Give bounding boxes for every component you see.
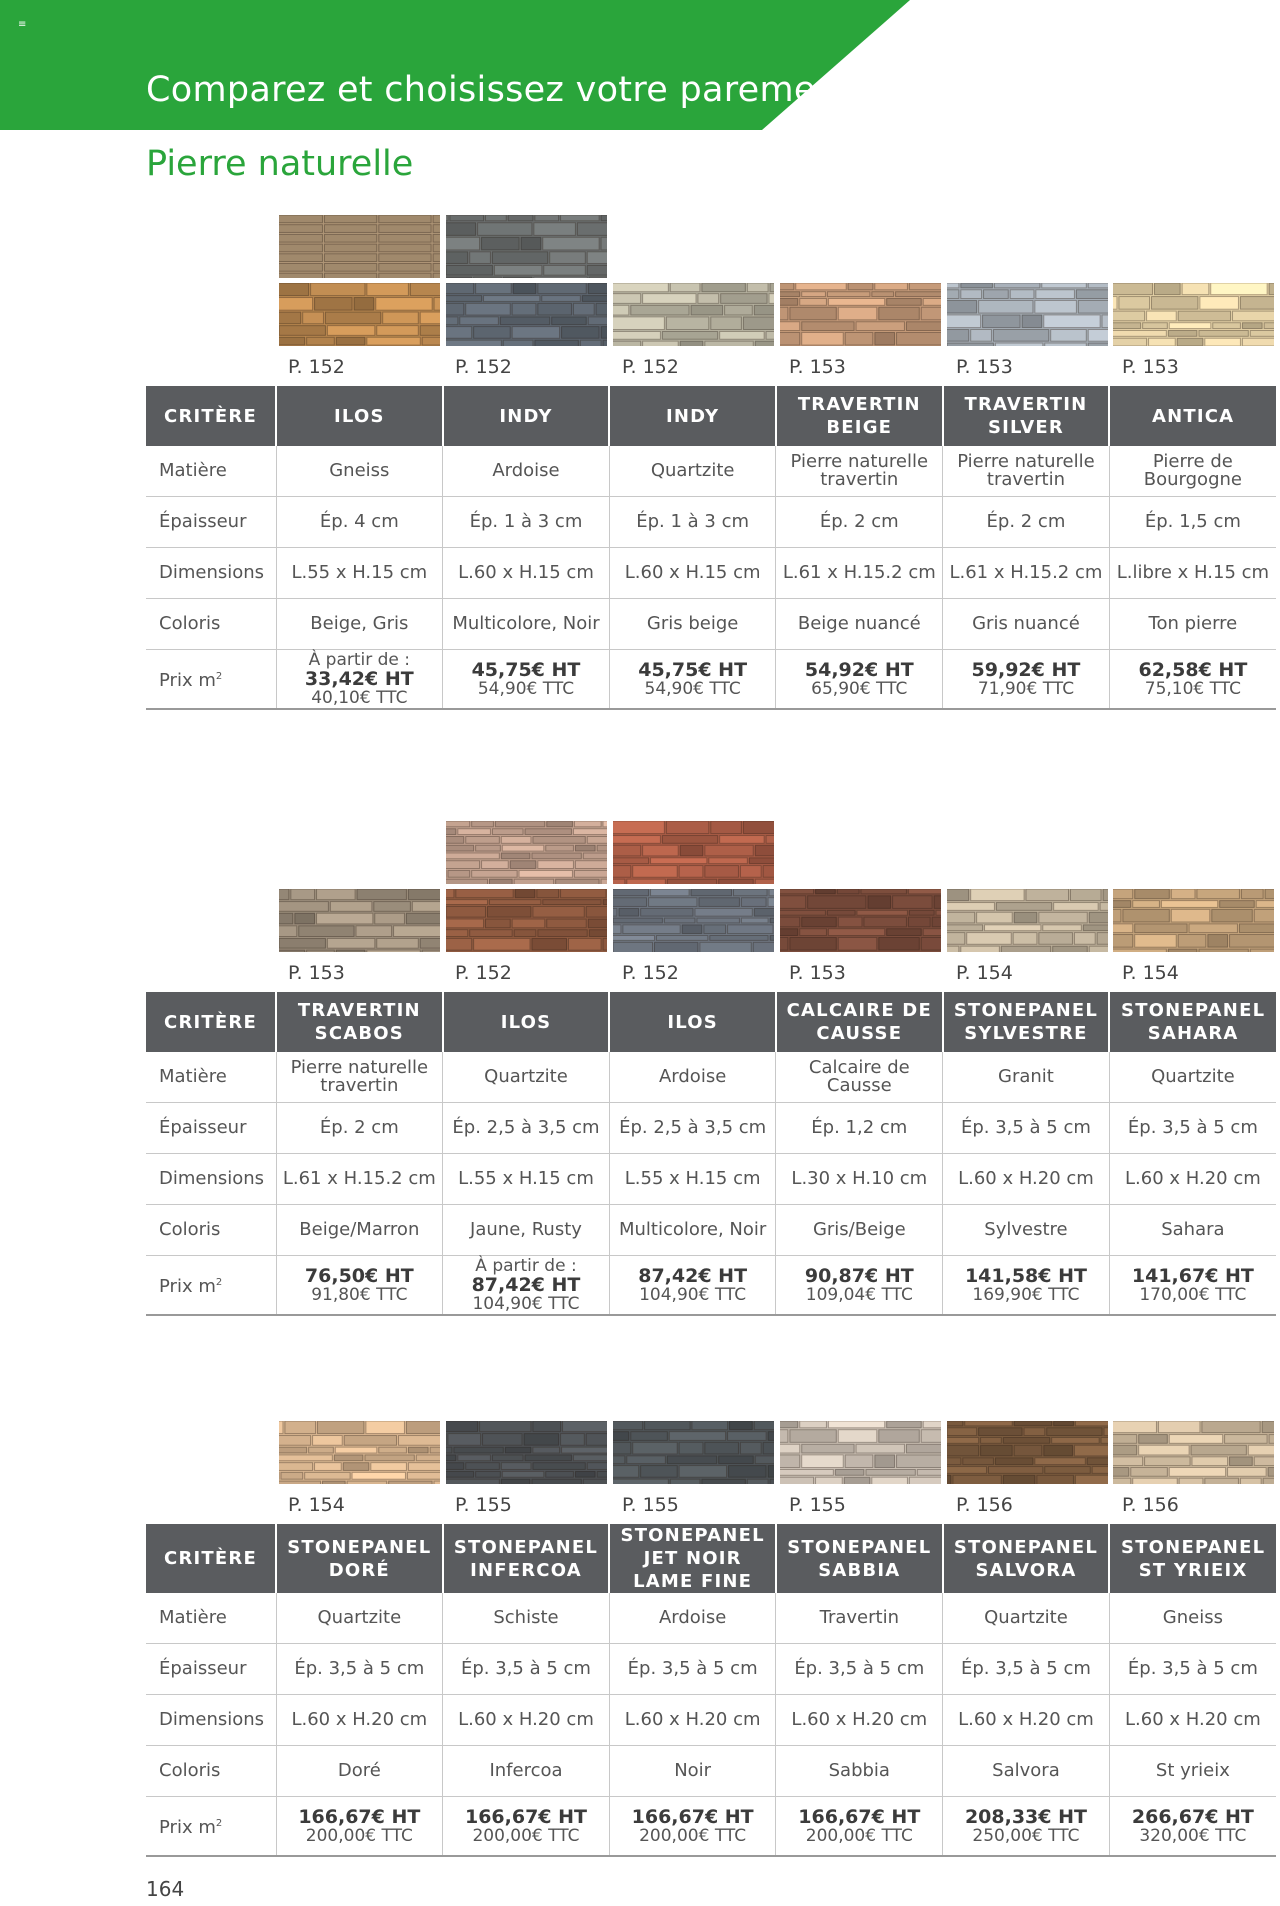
price-ttc: 109,04€ TTC: [805, 1285, 913, 1305]
page-title: Comparez et choisissez votre parement: [146, 70, 853, 110]
cell-dimensions: L.60 x H.20 cm: [609, 1695, 776, 1746]
price-ht: 166,67€ HT: [798, 1806, 921, 1828]
page-ref[interactable]: P. 155: [455, 1494, 512, 1516]
cell-coloris: Sahara: [1109, 1205, 1276, 1256]
page-ref[interactable]: P. 153: [288, 962, 345, 984]
price-ht: 166,67€ HT: [298, 1806, 421, 1828]
cell-prix: [776, 1256, 943, 1316]
price-ht: 166,67€ HT: [631, 1806, 754, 1828]
cell-dimensions: L.60 x H.20 cm: [276, 1695, 443, 1746]
criteria-label: Dimensions: [146, 1695, 276, 1746]
banner-green-shape: [0, 0, 910, 130]
page-ref[interactable]: P. 156: [1122, 1494, 1179, 1516]
cell-dimensions: L.60 x H.15 cm: [443, 548, 610, 599]
product-name: STONEPANEL SYLVESTRE: [943, 992, 1110, 1052]
comparison-table: [146, 992, 1276, 1316]
product-name: STONEPANEL DORÉ: [276, 1524, 443, 1593]
price-ttc: 54,90€ TTC: [644, 679, 741, 699]
stone-sample-image: [612, 1420, 775, 1485]
cell-matiere: Pierre de Bourgogne: [1109, 446, 1276, 497]
criteria-label: Dimensions: [146, 1154, 276, 1205]
page-ref[interactable]: P. 156: [956, 1494, 1013, 1516]
price-ht: 33,42€ HT: [304, 667, 414, 690]
table-header-row: [146, 1524, 1276, 1593]
stone-sample-image: [445, 820, 608, 885]
price-ttc: 200,00€ TTC: [472, 1826, 580, 1846]
page-ref[interactable]: P. 152: [288, 356, 345, 378]
cell-coloris: Salvora: [943, 1746, 1110, 1797]
banner-shape: [0, 0, 1280, 130]
cell-matiere: Pierre naturelle travertin: [276, 1052, 443, 1103]
stone-sample-image: [1112, 282, 1275, 347]
product-name: STONEPANEL SAHARA: [1109, 992, 1276, 1052]
table-row-prix: [146, 1797, 1276, 1857]
stone-sample-image: [278, 214, 441, 279]
cell-coloris: Beige/Marron: [276, 1205, 443, 1256]
cell-coloris: Ton pierre: [1109, 599, 1276, 650]
page-ref[interactable]: P. 153: [1122, 356, 1179, 378]
cell-coloris: Gris/Beige: [776, 1205, 943, 1256]
stone-images: [146, 820, 1276, 955]
cell-matiere: Gneiss: [276, 446, 443, 497]
cell-coloris: Jaune, Rusty: [443, 1205, 610, 1256]
cell-coloris: Gris nuancé: [943, 599, 1110, 650]
cell-matiere: Quartzite: [1109, 1052, 1276, 1103]
price-ttc: 54,90€ TTC: [477, 679, 575, 699]
stone-sample-image: [445, 1420, 608, 1485]
stone-sample-image: [445, 214, 608, 279]
table-row-dimensions: [146, 1695, 1276, 1746]
stone-sample-image: [445, 282, 608, 347]
cell-coloris: Doré: [276, 1746, 443, 1797]
stone-sample-image: [278, 282, 441, 347]
page-references: [146, 1494, 1276, 1520]
table-row-dimensions: [146, 1154, 1276, 1205]
cell-matiere: Quartzite: [943, 1593, 1110, 1644]
table-row-prix: [146, 650, 1276, 710]
cell-dimensions: L.60 x H.20 cm: [443, 1695, 610, 1746]
price-ht: 87,42€ HT: [638, 1265, 748, 1287]
cell-epaisseur: Ép. 4 cm: [276, 497, 443, 548]
cell-prix: [1109, 650, 1276, 710]
product-name: CALCAIRE DE CAUSSE: [776, 992, 943, 1052]
stone-sample-image: [278, 1420, 441, 1485]
header-banner: [0, 0, 1280, 130]
product-name: INDY: [443, 386, 610, 446]
cell-epaisseur: Ép. 3,5 à 5 cm: [609, 1644, 776, 1695]
page-ref[interactable]: P. 152: [622, 356, 679, 378]
cell-matiere: Ardoise: [609, 1052, 776, 1103]
cell-matiere: Granit: [943, 1052, 1110, 1103]
stone-sample-image: [779, 888, 942, 953]
cell-dimensions: L.30 x H.10 cm: [776, 1154, 943, 1205]
cell-dimensions: L.60 x H.20 cm: [943, 1695, 1110, 1746]
table-row-matiere: [146, 446, 1276, 497]
criteria-label: Coloris: [146, 1746, 276, 1797]
product-name: STONEPANEL SALVORA: [943, 1524, 1110, 1593]
price-ht: 59,92€ HT: [971, 659, 1081, 681]
cell-coloris: Beige nuancé: [776, 599, 943, 650]
page-ref[interactable]: P. 153: [789, 356, 846, 378]
criteria-label: Matière: [146, 446, 276, 497]
criteria-header: CRITÈRE: [146, 386, 276, 446]
cell-epaisseur: Ép. 3,5 à 5 cm: [1109, 1644, 1276, 1695]
cell-dimensions: L.61 x H.15.2 cm: [943, 548, 1110, 599]
cell-prix: [276, 650, 443, 710]
price-ht: 76,50€ HT: [304, 1265, 414, 1287]
stone-sample-image: [779, 282, 942, 347]
table-row-matiere: [146, 1593, 1276, 1644]
product-name: ANTICA: [1109, 386, 1276, 446]
price-ttc: 40,10€ TTC: [311, 687, 408, 708]
table-header-row: [146, 386, 1276, 446]
page-ref[interactable]: P. 152: [622, 962, 679, 984]
price-ht: 141,67€ HT: [1131, 1265, 1254, 1287]
price-ht: 45,75€ HT: [471, 659, 581, 681]
cell-prix: [943, 1797, 1110, 1857]
cell-epaisseur: Ép. 2 cm: [776, 497, 943, 548]
page-ref[interactable]: P. 155: [622, 1494, 679, 1516]
stone-sample-image: [278, 888, 441, 953]
cell-dimensions: L.60 x H.20 cm: [1109, 1154, 1276, 1205]
cell-prix: [943, 650, 1110, 710]
cell-prix: [609, 1797, 776, 1857]
price-ht: 166,67€ HT: [464, 1806, 587, 1828]
cell-epaisseur: Ép. 2 cm: [943, 497, 1110, 548]
cell-epaisseur: Ép. 2,5 à 3,5 cm: [609, 1103, 776, 1154]
product-name: ILOS: [443, 992, 610, 1052]
stone-sample-image: [779, 1420, 942, 1485]
product-name: STONEPANEL ST YRIEIX: [1109, 1524, 1276, 1593]
price-ttc: 320,00€ TTC: [1139, 1826, 1247, 1846]
cell-prix: [1109, 1256, 1276, 1316]
page-references: [146, 962, 1276, 988]
cell-prix: [776, 650, 943, 710]
criteria-label: Dimensions: [146, 548, 276, 599]
cell-prix: [943, 1256, 1110, 1316]
cell-dimensions: L.60 x H.15 cm: [609, 548, 776, 599]
criteria-label: Épaisseur: [146, 497, 276, 548]
price-ttc: 200,00€ TTC: [305, 1826, 413, 1846]
cell-prix: [776, 1797, 943, 1857]
cell-prix: [443, 1797, 610, 1857]
cell-prix: [443, 650, 610, 710]
cell-matiere: Ardoise: [443, 446, 610, 497]
page-ref[interactable]: P. 153: [956, 356, 1013, 378]
menu-icon[interactable]: ≡: [18, 19, 27, 30]
page-references: [146, 356, 1276, 382]
cell-prix: [1109, 1797, 1276, 1857]
cell-dimensions: L.55 x H.15 cm: [609, 1154, 776, 1205]
table-row-coloris: [146, 599, 1276, 650]
cell-matiere: Quartzite: [276, 1593, 443, 1644]
cell-coloris: Sabbia: [776, 1746, 943, 1797]
criteria-label: Prix $m^2$: [146, 1797, 276, 1857]
cell-coloris: Beige, Gris: [276, 599, 443, 650]
product-name: ILOS: [276, 386, 443, 446]
price-ttc: 200,00€ TTC: [805, 1826, 913, 1846]
price-ttc: 91,80€ TTC: [311, 1285, 408, 1305]
cell-matiere: Calcaire de Causse: [776, 1052, 943, 1103]
cell-epaisseur: Ép. 3,5 à 5 cm: [776, 1644, 943, 1695]
criteria-header: CRITÈRE: [146, 1524, 276, 1593]
cell-epaisseur: Ép. 1,2 cm: [776, 1103, 943, 1154]
price-ht: 45,75€ HT: [638, 659, 748, 681]
cell-dimensions: L.libre x H.15 cm: [1109, 548, 1276, 599]
price-prefix: À partir de :: [308, 649, 411, 670]
cell-epaisseur: Ép. 2 cm: [276, 1103, 443, 1154]
price-prefix: À partir de :: [475, 1255, 577, 1276]
cell-prix: [609, 1256, 776, 1316]
cell-prix: [276, 1797, 443, 1857]
stone-images: [146, 1352, 1276, 1487]
cell-dimensions: L.60 x H.20 cm: [943, 1154, 1110, 1205]
price-ttc: 250,00€ TTC: [972, 1826, 1080, 1846]
comparison-table: [146, 386, 1276, 710]
cell-matiere: Gneiss: [1109, 1593, 1276, 1644]
cell-epaisseur: Ép. 3,5 à 5 cm: [1109, 1103, 1276, 1154]
cell-dimensions: L.60 x H.20 cm: [1109, 1695, 1276, 1746]
page-ref[interactable]: P. 155: [789, 1494, 846, 1516]
cell-epaisseur: Ép. 2,5 à 3,5 cm: [443, 1103, 610, 1154]
product-name: STONEPANEL INFERCOA: [443, 1524, 610, 1593]
criteria-label: Coloris: [146, 599, 276, 650]
cell-coloris: Noir: [609, 1746, 776, 1797]
product-name: TRAVERTIN SCABOS: [276, 992, 443, 1052]
cell-epaisseur: Ép. 1 à 3 cm: [443, 497, 610, 548]
criteria-label: Prix $m^2$: [146, 1256, 276, 1316]
cell-epaisseur: Ép. 3,5 à 5 cm: [443, 1644, 610, 1695]
price-ht: 62,58€ HT: [1138, 659, 1248, 681]
table-row-epaisseur: [146, 497, 1276, 548]
product-name: INDY: [609, 386, 776, 446]
table-row-prix: [146, 1256, 1276, 1316]
criteria-label: Matière: [146, 1593, 276, 1644]
cell-matiere: Pierre naturelle travertin: [776, 446, 943, 497]
cell-coloris: Multicolore, Noir: [443, 599, 610, 650]
criteria-label: Prix $m^2$: [146, 650, 276, 710]
cell-coloris: Sylvestre: [943, 1205, 1110, 1256]
cell-epaisseur: Ép. 1 à 3 cm: [609, 497, 776, 548]
cell-prix: [609, 650, 776, 710]
stone-sample-image: [1112, 888, 1275, 953]
cell-coloris: Multicolore, Noir: [609, 1205, 776, 1256]
cell-epaisseur: Ép. 3,5 à 5 cm: [943, 1644, 1110, 1695]
price-ht: 54,92€ HT: [804, 659, 914, 681]
criteria-label: Épaisseur: [146, 1103, 276, 1154]
cell-coloris: St yrieix: [1109, 1746, 1276, 1797]
cell-dimensions: L.55 x H.15 cm: [443, 1154, 610, 1205]
criteria-label: Épaisseur: [146, 1644, 276, 1695]
cell-matiere: Quartzite: [443, 1052, 610, 1103]
page-number: 164: [146, 1877, 185, 1901]
stone-sample-image: [1112, 1420, 1275, 1485]
stone-sample-image: [612, 282, 775, 347]
cell-matiere: Travertin: [776, 1593, 943, 1644]
stone-sample-image: [946, 888, 1109, 953]
page-ref[interactable]: P. 152: [455, 356, 512, 378]
table-header-row: [146, 992, 1276, 1052]
stone-sample-image: [946, 282, 1109, 347]
price-ht: 90,87€ HT: [804, 1265, 914, 1287]
price-ht: 87,42€ HT: [471, 1273, 581, 1296]
table-row-coloris: [146, 1205, 1276, 1256]
product-name: ILOS: [609, 992, 776, 1052]
cell-matiere: Schiste: [443, 1593, 610, 1644]
section-title: Pierre naturelle: [146, 144, 414, 184]
price-ht: 266,67€ HT: [1131, 1806, 1254, 1828]
cell-epaisseur: Ép. 3,5 à 5 cm: [943, 1103, 1110, 1154]
page-ref[interactable]: P. 152: [455, 962, 512, 984]
table-row-epaisseur: [146, 1644, 1276, 1695]
stone-images: [146, 214, 1276, 349]
price-ttc: 71,90€ TTC: [977, 679, 1075, 699]
comparison-table: [146, 1524, 1276, 1857]
cell-epaisseur: Ép. 1,5 cm: [1109, 497, 1276, 548]
price-ttc: 200,00€ TTC: [639, 1826, 747, 1846]
criteria-label: Matière: [146, 1052, 276, 1103]
stone-sample-image: [946, 1420, 1109, 1485]
product-name: TRAVERTIN BEIGE: [776, 386, 943, 446]
cell-dimensions: L.60 x H.20 cm: [776, 1695, 943, 1746]
price-ttc: 75,10€ TTC: [1144, 679, 1241, 699]
table-row-dimensions: [146, 548, 1276, 599]
cell-matiere: Quartzite: [609, 446, 776, 497]
stone-sample-image: [445, 888, 608, 953]
cell-dimensions: L.55 x H.15 cm: [276, 548, 443, 599]
price-ttc: 170,00€ TTC: [1139, 1285, 1247, 1305]
cell-dimensions: L.61 x H.15.2 cm: [276, 1154, 443, 1205]
price-ttc: 104,90€ TTC: [639, 1285, 747, 1305]
price-ttc: 65,90€ TTC: [811, 679, 908, 699]
cell-matiere: Ardoise: [609, 1593, 776, 1644]
cell-matiere: Pierre naturelle travertin: [943, 446, 1110, 497]
stone-sample-image: [612, 820, 775, 885]
product-name: STONEPANEL JET NOIR LAME FINE: [609, 1524, 776, 1593]
price-ttc: 169,90€ TTC: [972, 1285, 1080, 1305]
page-ref[interactable]: P. 154: [1122, 962, 1179, 984]
cell-prix: [443, 1256, 610, 1316]
stone-sample-image: [612, 888, 775, 953]
cell-coloris: Infercoa: [443, 1746, 610, 1797]
criteria-label: Coloris: [146, 1205, 276, 1256]
cell-coloris: Gris beige: [609, 599, 776, 650]
cell-prix: [276, 1256, 443, 1316]
criteria-header: CRITÈRE: [146, 992, 276, 1052]
price-ht: 208,33€ HT: [964, 1806, 1087, 1828]
page-ref[interactable]: P. 154: [288, 1494, 345, 1516]
price-ttc: 104,90€ TTC: [472, 1293, 580, 1314]
cell-dimensions: L.61 x H.15.2 cm: [776, 548, 943, 599]
table-row-matiere: [146, 1052, 1276, 1103]
product-name: STONEPANEL SABBIA: [776, 1524, 943, 1593]
table-row-coloris: [146, 1746, 1276, 1797]
cell-epaisseur: Ép. 3,5 à 5 cm: [276, 1644, 443, 1695]
price-ht: 141,58€ HT: [964, 1265, 1087, 1287]
page-ref[interactable]: P. 153: [789, 962, 846, 984]
page-ref[interactable]: P. 154: [956, 962, 1013, 984]
table-row-epaisseur: [146, 1103, 1276, 1154]
product-name: TRAVERTIN SILVER: [943, 386, 1110, 446]
